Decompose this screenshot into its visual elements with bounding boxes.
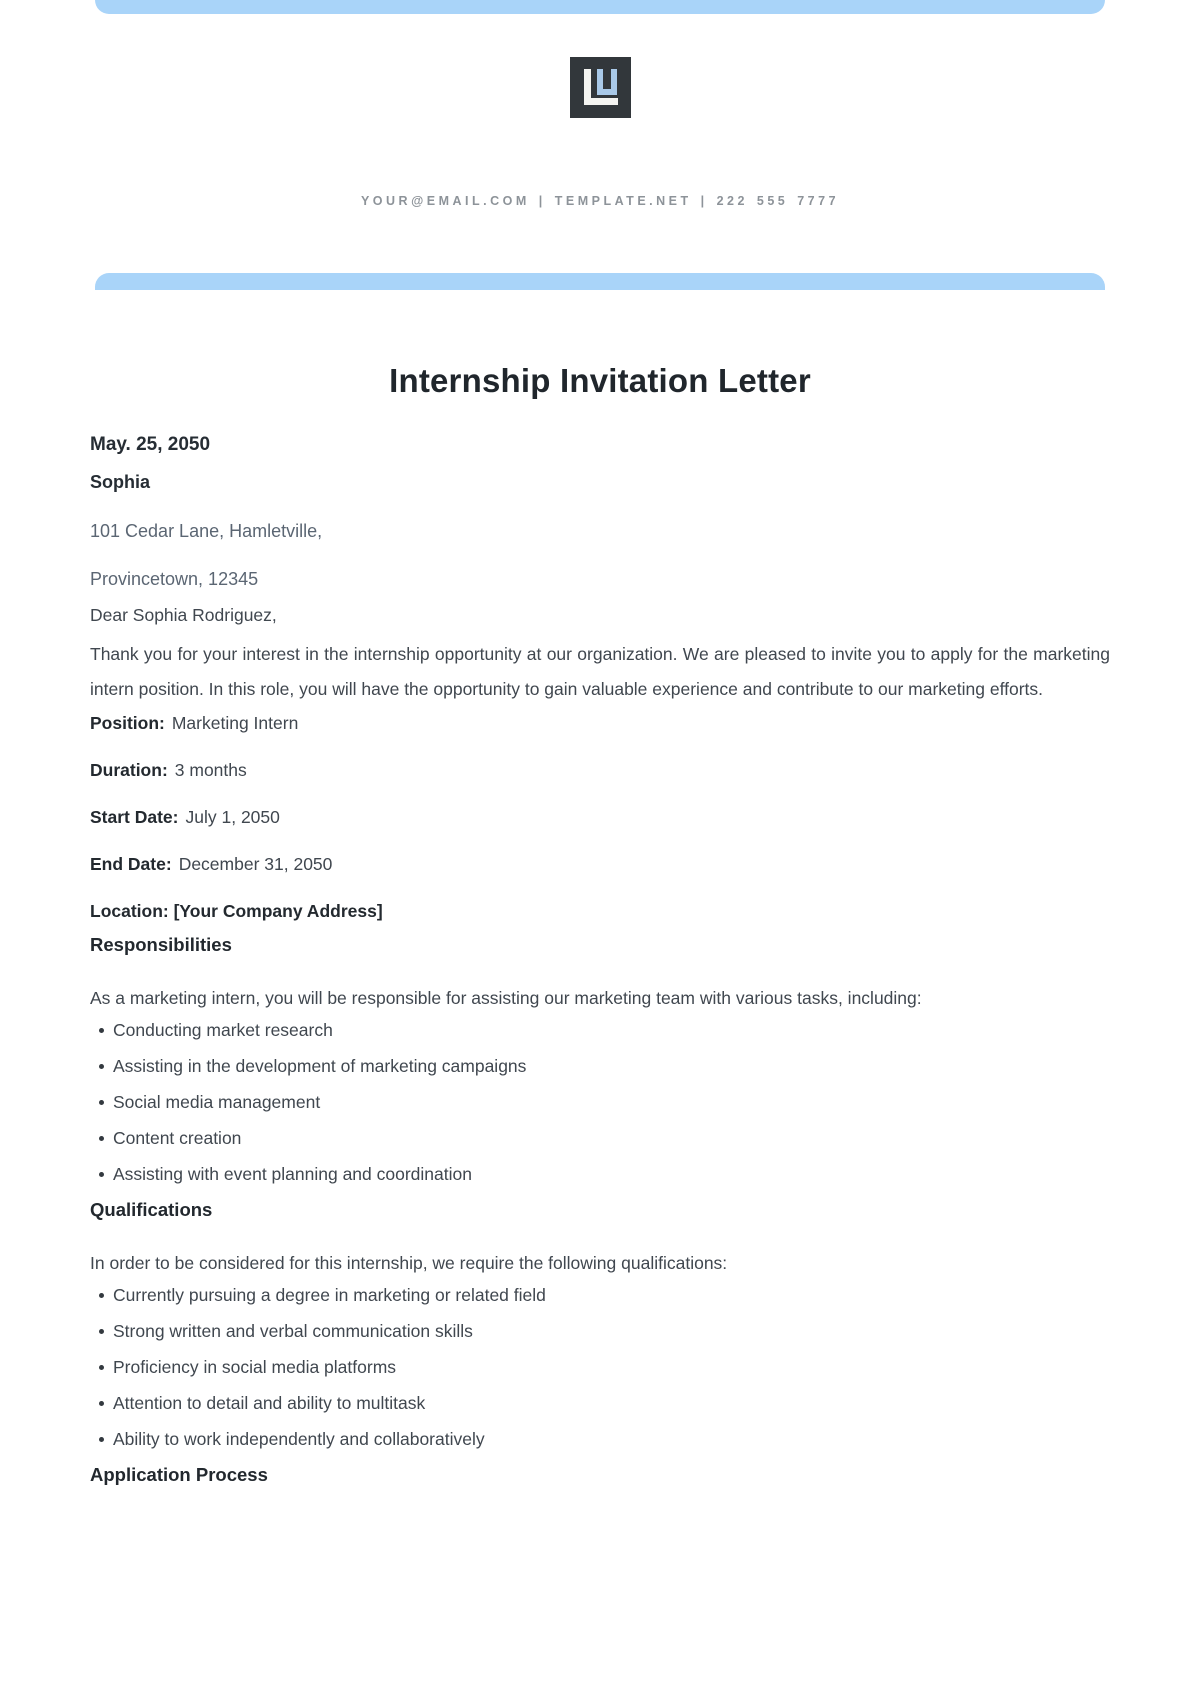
detail-location: Location: [Your Company Address]: [90, 901, 383, 921]
start-date-value: July 1, 2050: [185, 807, 280, 827]
responsibilities-list: [90, 1019, 1110, 1185]
duration-value: 3 months: [174, 760, 247, 780]
end-date-label: End Date:: [90, 854, 172, 874]
letter-date: May. 25, 2050: [90, 434, 211, 455]
page-title: Internship Invitation Letter: [389, 362, 811, 399]
list-item: Conducting market research: [90, 1019, 1110, 1041]
header-accent-bar-top: [95, 0, 1105, 14]
list-item: Assisting with event planning and coordination: [90, 1163, 1110, 1185]
qualifications-heading: Qualifications: [90, 1199, 213, 1220]
company-logo-icon: [570, 57, 631, 118]
start-date-label: Start Date:: [90, 807, 179, 827]
list-item: Content creation: [90, 1127, 1110, 1149]
qualifications-list: [90, 1284, 1110, 1450]
intro-paragraph: Thank you for your interest in the internship opportunity at our organization. We are pleased to invite you to apply for the marketing intern position. In this role, you will have the opportunity to gain valuable experience and contribute to our marketing efforts.: [90, 644, 1110, 699]
application-process-heading: Application Process: [90, 1464, 268, 1485]
detail-duration: [90, 760, 1110, 780]
address-line-2: Provincetown, 12345: [90, 569, 259, 589]
list-item: Strong written and verbal communication skills: [90, 1320, 1110, 1342]
list-item: Ability to work independently and collaboratively: [90, 1428, 1110, 1450]
qualifications-intro: In order to be considered for this internship, we require the following qualifications:: [90, 1253, 728, 1273]
letter-body: [0, 362, 1200, 1486]
list-item: Social media management: [90, 1091, 1110, 1113]
company-logo: [0, 57, 1200, 123]
responsibilities-heading: Responsibilities: [90, 934, 232, 955]
address-line-1: 101 Cedar Lane, Hamletville,: [90, 521, 323, 541]
responsibilities-intro: As a marketing intern, you will be responsible for assisting our marketing team with various tasks, including:: [90, 988, 922, 1008]
letterhead: [0, 0, 1200, 290]
end-date-value: December 31, 2050: [178, 854, 333, 874]
recipient-name: Sophia: [90, 472, 151, 492]
duration-label: Duration:: [90, 760, 168, 780]
list-item: Assisting in the development of marketing campaigns: [90, 1055, 1110, 1077]
detail-end-date: [90, 854, 1110, 874]
list-item: Attention to detail and ability to multitask: [90, 1392, 1110, 1414]
list-item: Currently pursuing a degree in marketing or related field: [90, 1284, 1110, 1306]
list-item: Proficiency in social media platforms: [90, 1356, 1110, 1378]
detail-position: [90, 713, 1110, 733]
position-label: Position:: [90, 713, 165, 733]
detail-start-date: [90, 807, 1110, 827]
header-accent-bar-bottom: [95, 273, 1105, 290]
contact-info-line: YOUR@EMAIL.COM | TEMPLATE.NET | 222 555 7777: [360, 194, 840, 208]
salutation: Dear Sophia Rodriguez,: [90, 605, 277, 625]
position-value: Marketing Intern: [171, 713, 299, 733]
